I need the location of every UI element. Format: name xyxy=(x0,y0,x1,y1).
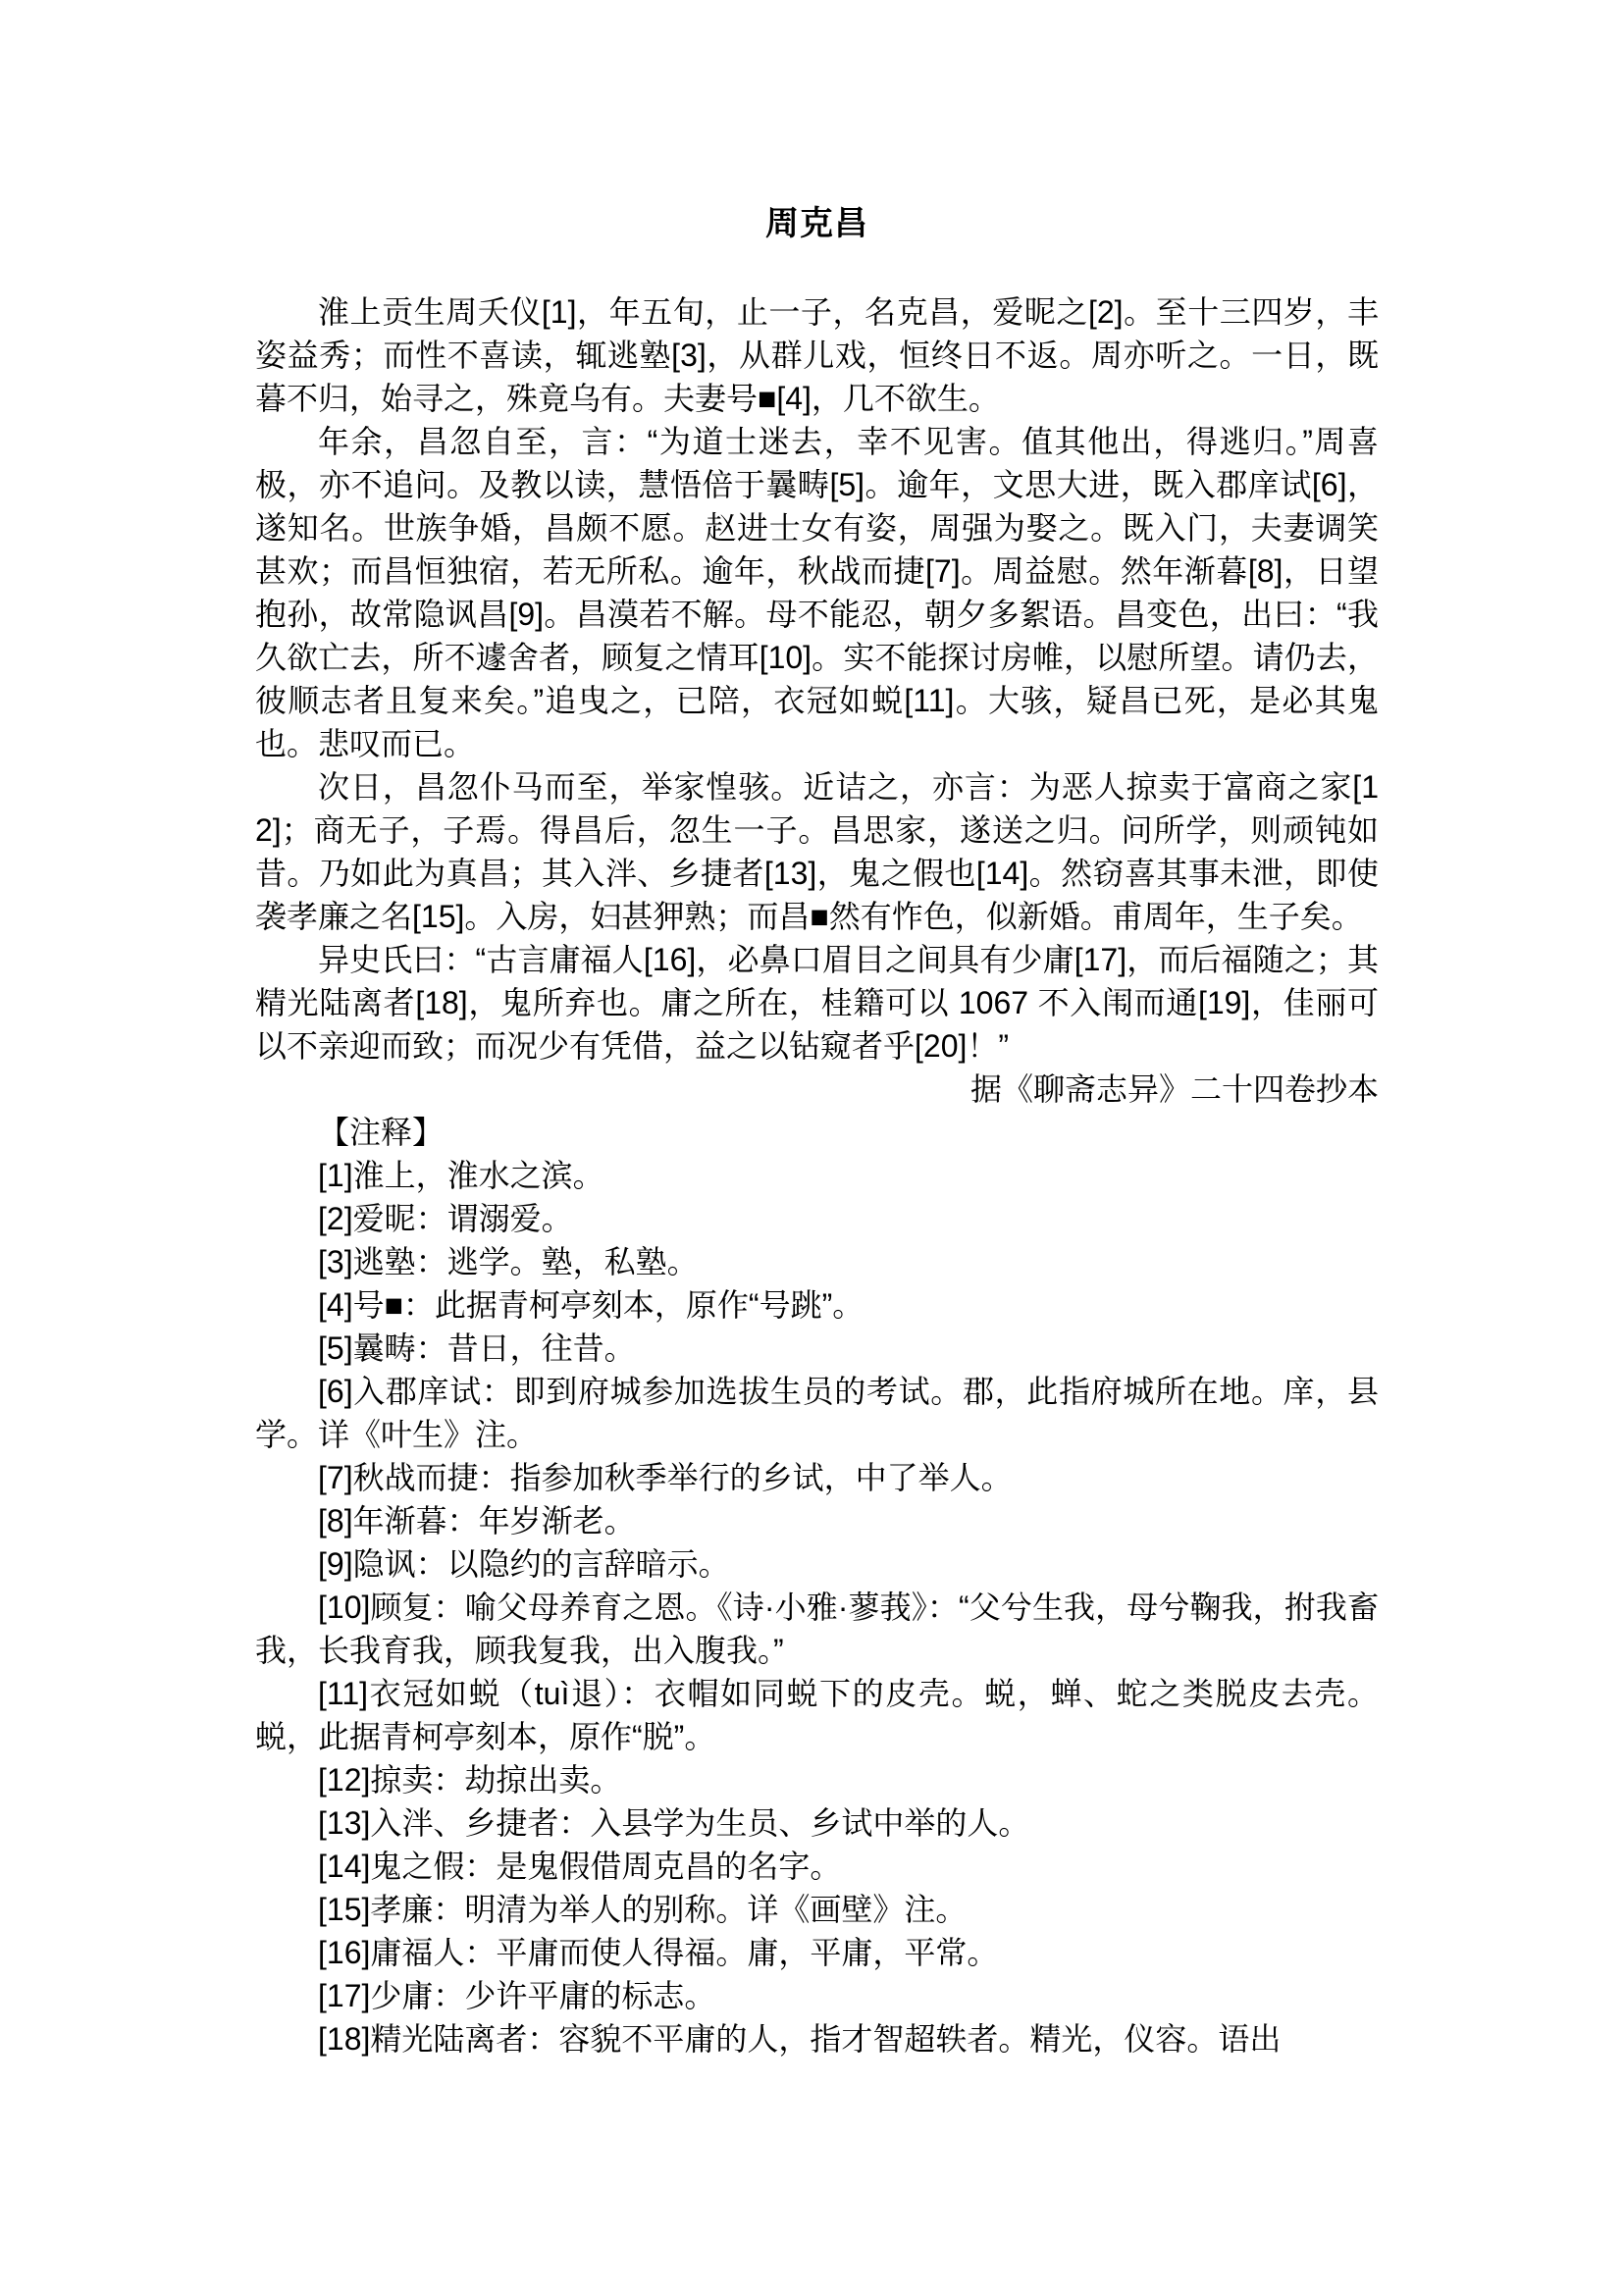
note-item-9: [9]隐讽：以隐约的言辞暗示。 xyxy=(318,1546,730,1582)
note-item-2: [2]爱昵：谓溺爱。 xyxy=(318,1201,573,1236)
note-item-6: [6]入郡庠试：即到府城参加选拔生员的考试。郡，此指府城所在地。庠，县学。详《叶生》注。 xyxy=(255,1374,1379,1452)
source-attribution: 据《聊斋志异》二十四卷抄本 xyxy=(969,1071,1379,1107)
note-item-8: [8]年渐暮：年岁渐老。 xyxy=(318,1503,636,1538)
note-item-12: [12]掠卖：劫掠出卖。 xyxy=(318,1762,622,1798)
note-item-16: [16]庸福人：平庸而使人得福。庸，平庸，平常。 xyxy=(318,1935,999,1970)
note-item-7: [7]秋战而捷：指参加秋季举行的乡试，中了举人。 xyxy=(318,1460,1013,1495)
note-item-13: [13]入泮、乡捷者：入县学为生员、乡试中举的人。 xyxy=(318,1805,1030,1841)
note-item-11: [11]衣冠如蜕（tuì退）：衣帽如同蜕下的皮壳。蜕，蝉、蛇之类脱皮去壳。蜕，此据青柯亭刻本，原作“脱”。 xyxy=(255,1676,1379,1754)
note-item-18: [18]精光陆离者：容貌不平庸的人，指才智超轶者。精光，仪容。语出 xyxy=(318,2021,1282,2057)
story-paragraph-4: 异史氏曰：“古言庸福人[16]，必鼻口眉目之间具有少庸[17]，而后福随之；其精光陆离者[18]，鬼所弃也。庸之所在，桂籍可以 1067 不入闱而通[19]，佳丽可以不亲迎而致；而况少有凭借，益之以钻窥者乎[20]！” xyxy=(255,942,1379,1064)
note-item-14: [14]鬼之假：是鬼假借周克昌的名字。 xyxy=(318,1849,842,1884)
note-item-10: [10]顾复：喻父母养育之恩。《诗·小雅·蓼莪》：“父兮生我，母兮鞠我，拊我畜我，长我育我，顾我复我，出入腹我。” xyxy=(255,1590,1379,1668)
note-item-15: [15]孝廉：明清为举人的别称。详《画壁》注。 xyxy=(318,1892,968,1927)
note-item-4: [4]号■：此据青柯亭刻本，原作“号跳”。 xyxy=(318,1287,864,1323)
story-paragraph-2: 年余，昌忽自至，言：“为道士迷去，幸不见害。值其他出，得逃归。”周喜极，亦不追问。及教以读，慧悟倍于曩畴[5]。逾年，文思大进，既入郡庠试[6]，遂知名。世族争婚，昌颇不愿。赵进士女有姿，周强为娶之。既入门，夫妻调笑甚欢；而昌恒独宿，若无所私。逾年，秋战而捷[7]。周益慰。然年渐暮[8]，日望抱孙，故常隐讽昌[9]。昌漠若不解。母不能忍，朝夕多絮语。昌变色，出曰：“我久欲亡去，所不遽舍者，顾复之情耳[10]。实不能探讨房帷，以慰所望。请仍去，彼顺志者且复来矣。”追曳之，已陪，衣冠如蜕[11]。大骇，疑昌已死，是必其鬼也。悲叹而已。 xyxy=(255,424,1379,761)
note-item-17: [17]少庸：少许平庸的标志。 xyxy=(318,1978,716,2013)
story-paragraph-3: 次日，昌忽仆马而至，举家惶骇。近诘之，亦言：为恶人掠卖于富商之家[12]；商无子，子焉。得昌后，忽生一子。昌思家，遂送之归。问所学，则顽钝如昔。乃如此为真昌；其入泮、乡捷者[13]，鬼之假也[14]。然窃喜其事未泄，即使袭孝廉之名[15]。入房，妇甚狎熟；而昌■然有怍色，似新婚。甫周年，生子矣。 xyxy=(255,769,1379,934)
story-paragraph-1: 淮上贡生周夭仪[1]，年五旬，止一子，名克昌，爱昵之[2]。至十三四岁，丰姿益秀；而性不喜读，辄逃塾[3]，从群儿戏，恒终日不返。周亦听之。一日，既暮不归，始寻之，殊竟乌有。夫妻号■[4]，几不欲生。 xyxy=(255,294,1379,416)
note-item-3: [3]逃塾：逃学。塾，私塾。 xyxy=(318,1244,699,1279)
note-item-5: [5]曩畴：昔日，往昔。 xyxy=(318,1330,636,1366)
note-item-1: [1]淮上，淮水之滨。 xyxy=(318,1158,604,1193)
page-title: 周克昌 xyxy=(765,205,868,242)
notes-header: 【注释】 xyxy=(318,1115,445,1150)
